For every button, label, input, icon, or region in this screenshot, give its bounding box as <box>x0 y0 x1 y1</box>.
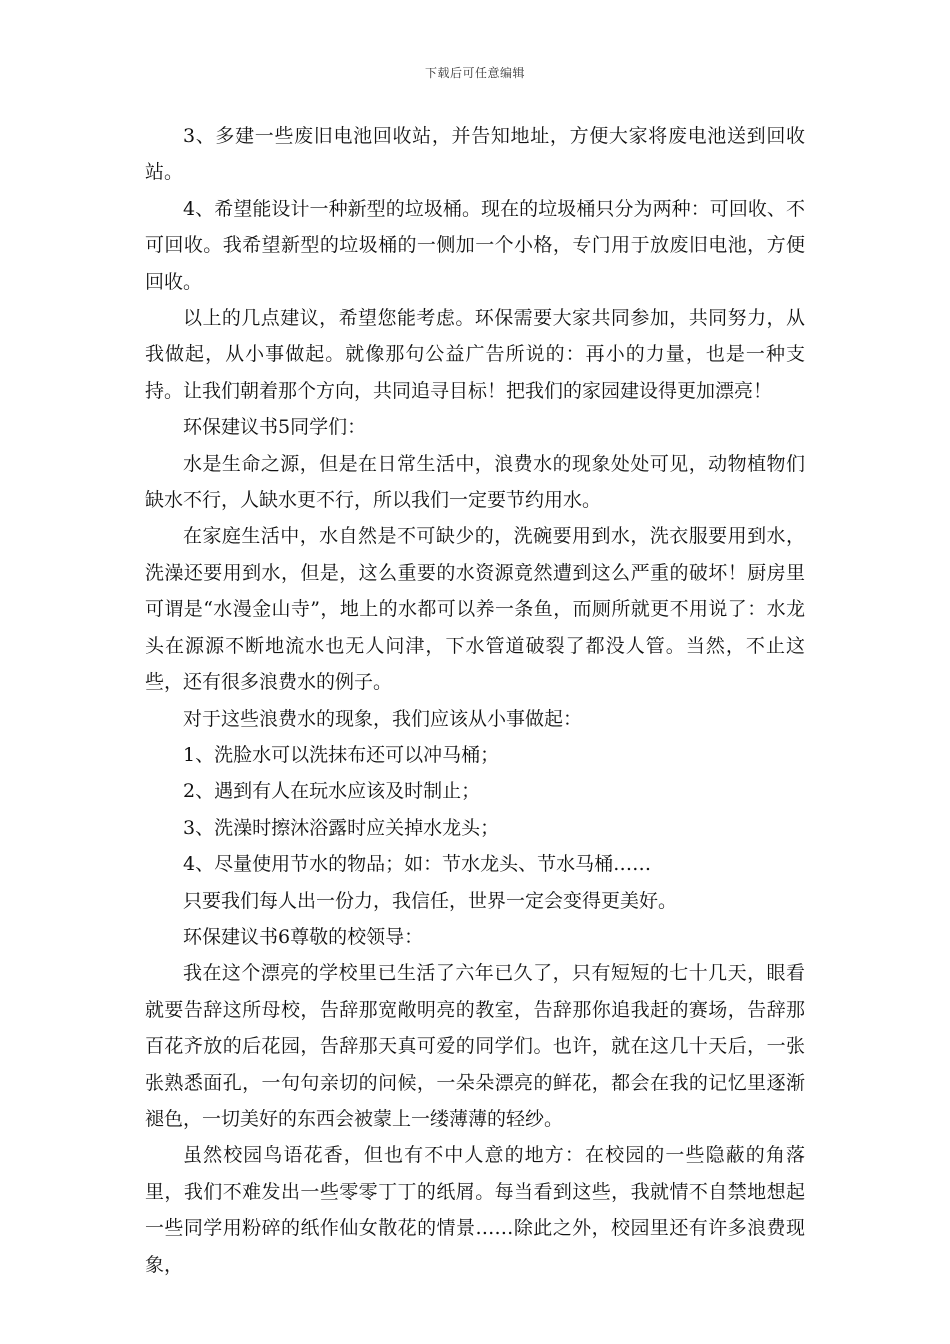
paragraph-15: 虽然校园鸟语花香，但也有不中人意的地方：在校园的一些隐蔽的角落里，我们不难发出一些零零丁丁的纸屑。每当看到这些，我就情不自禁地想起一些同学用粉碎的纸作仙女散花的情景……除此之外，校园里还有许多浪费现象， <box>145 1144 805 1276</box>
paragraph-6: 在家庭生活中，水自然是不可缺少的，洗碗要用到水，洗衣服要用到水，洗澡还要用到水，但是，这么重要的水资源竟然遭到这么严重的破坏！厨房里可谓是“水漫金山寺”，地上的水都可以养一条鱼，而厕所就更不用说了：水龙头在源源不断地流水也无人问津，下水管道破裂了都没人管。当然，不止这些，还有很多浪费水的例子。 <box>145 525 805 694</box>
page-header: 下载后可任意编辑 <box>424 66 525 80</box>
paragraph-14: 我在这个漂亮的学校里已生活了六年已久了，只有短短的七十几天，眼看就要告辞这所母校，告辞那宽敞明亮的教室，告辞那你追我赶的赛场，告辞那百花齐放的后花园，告辞那天真可爱的同学们。也许，就在这几十天后，一张张熟悉面孔，一句句亲切的问候，一朵朵漂亮的鲜花，都会在我的记忆里逐渐褪色，一切美好的东西会被蒙上一缕薄薄的轻纱。 <box>145 962 805 1130</box>
paragraph-1: 3、多建一些废旧电池回收站，并告知地址，方便大家将废电池送到回收站。 <box>145 125 805 184</box>
paragraph-7: 对于这些浪费水的现象，我们应该从小事做起： <box>183 707 583 730</box>
paragraph-5: 水是生命之源，但是在日常生活中，浪费水的现象处处可见，动物植物们缺水不行，人缺水更不行，所以我们一定要节约用水。 <box>145 452 805 512</box>
paragraph-2: 4、希望能设计一种新型的垃圾桶。现在的垃圾桶只分为两种：可回收、不可回收。我希望新型的垃圾桶的一侧加一个小格，专门用于放废旧电池，方便回收。 <box>145 197 805 293</box>
paragraph-3: 以上的几点建议，希望您能考虑。环保需要大家共同参加，共同努力，从我做起，从小事做起。就像那句公益广告所说的：再小的力量，也是一种支持。让我们朝着那个方向，共同追寻目标！把我们的家园建设得更加漂亮！ <box>145 307 805 402</box>
paragraph-12: 只要我们每人出一份力，我信任，世界一定会变得更美好。 <box>183 889 678 912</box>
paragraph-4: 环保建议书5同学们： <box>183 416 367 439</box>
paragraph-8: 1、洗脸水可以洗抹布还可以冲马桶； <box>183 743 500 766</box>
paragraph-10: 3、洗澡时擦沐浴露时应关掉水龙头； <box>183 816 500 839</box>
paragraph-9: 2、遇到有人在玩水应该及时制止； <box>183 780 481 803</box>
paragraph-13: 环保建议书6尊敬的校领导： <box>183 925 424 948</box>
paragraph-11: 4、尽量使用节水的物品；如：节水龙头、节水马桶…… <box>183 853 652 876</box>
document-body <box>145 118 805 1283</box>
